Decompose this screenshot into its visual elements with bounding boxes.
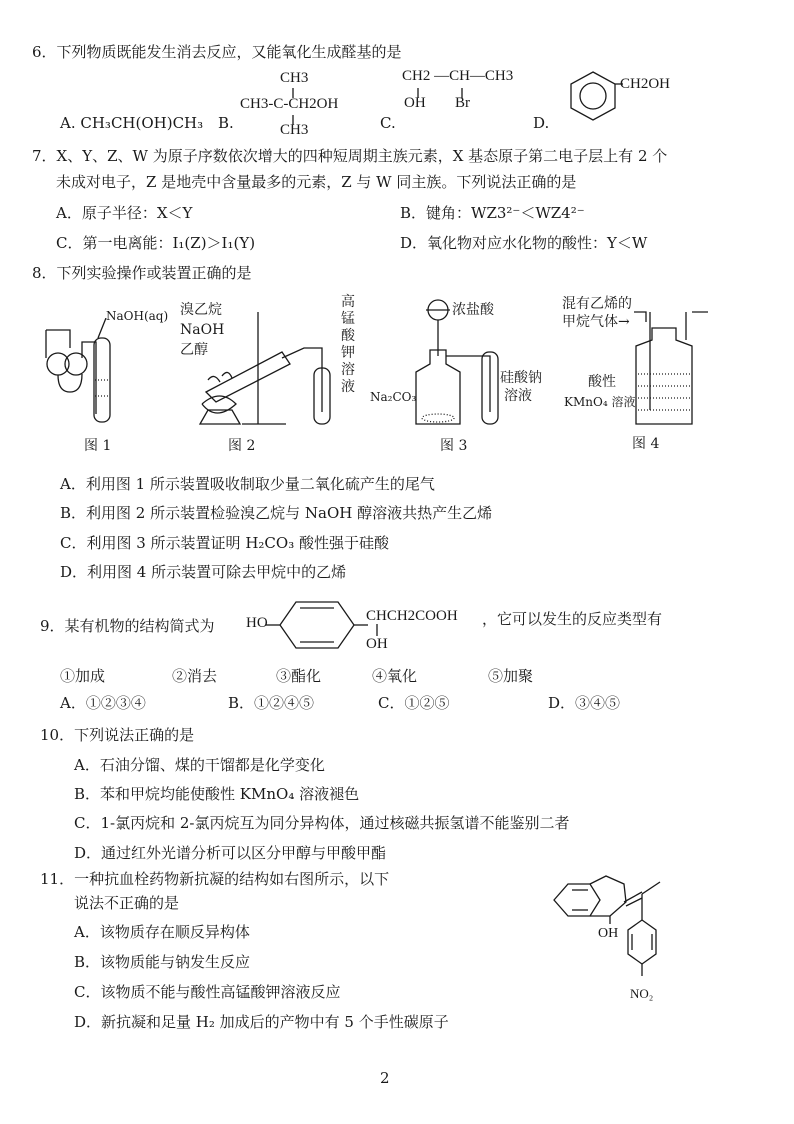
q6-b-top-methyl: CH3 [280,70,309,86]
q9-option-a: A．①②③④ [60,694,146,712]
q6-c-br: Br [455,95,470,111]
q9-type-2: ②消去 [172,667,218,685]
fig4-gas-label-2: 甲烷气体→ [562,314,630,330]
q8-option-b: B．利用图 2 所示装置检验溴乙烷与 NaOH 醇溶液共热产生乙烯 [60,504,493,522]
q8-stem: 8．下列实验操作或装置正确的是 [32,264,252,282]
fig3-caption: 图 3 [440,438,468,454]
fig1-caption: 图 1 [84,438,112,454]
fig3-gas-generator-apparatus [404,292,524,432]
q9-ho-group: HO [246,615,268,631]
q9-option-c: C．①②⑤ [378,694,450,712]
q9-option-d: D．③④⑤ [548,694,621,712]
q6-d-benzene-ring [563,68,623,124]
fig4-kmno4-label-2: KMnO₄ 溶液 [564,395,636,409]
q10-option-d: D．通过红外光谱分析可以区分甲醇与甲酸甲酯 [74,844,387,862]
q9-side-chain: CHCH2COOH [366,608,458,624]
q7-option-d: D．氧化物对应水化物的酸性：Y＜W [400,234,648,252]
q11-stem-line2: 说法不正确的是 [74,894,180,912]
page-number: 2 [380,1069,390,1087]
q9-type-5: ⑤加聚 [488,667,534,685]
fig3-silicate-label-2: 溶液 [504,388,532,404]
q6-stem: 6．下列物质既能发生消去反应，又能氧化生成醛基的是 [32,43,402,61]
q7-stem-line1: 7．X、Y、Z、W 为原子序数依次增大的四种短周期主族元素，X 基态原子第二电子层上有 2 个 [32,147,668,165]
fig4-gas-label-1: 混有乙烯的 [562,296,632,312]
q11-option-b: B．该物质能与钠发生反应 [74,953,251,971]
fig3-hcl-label: 浓盐酸 [452,302,494,318]
q7-option-a: A．原子半径：X＜Y [56,204,193,222]
fig2-reagent-3: 乙醇 [180,342,208,358]
fig4-caption: 图 4 [632,436,660,452]
q11-acenocoumarol-structure [548,872,698,1002]
q9-type-4: ④氧化 [372,667,418,685]
fig2-reagent-1: 溴乙烷 [180,302,222,318]
fig3-silicate-label-1: 硅酸钠 [500,370,542,386]
q8-option-a: A．利用图 1 所示装置吸收制取少量二氧化硫产生的尾气 [60,475,435,493]
q6-b-main-chain: CH3-C-CH2OH [240,96,339,112]
fig2-reagent-2: NaOH [180,322,225,338]
q6-option-a: A. CH₃CH(OH)CH₃ [60,114,204,132]
q10-option-b: B．苯和甲烷均能使酸性 KMnO₄ 溶液褪色 [74,785,360,803]
q6-option-b-label: B. [218,114,234,132]
q11-stem-line1: 11．一种抗血栓药物新抗凝的结构如右图所示，以下 [40,870,390,888]
fig3-na2co3-label: Na₂CO₃ [370,390,417,404]
q9-oh-group: OH [366,636,388,652]
q11-option-d: D．新抗凝和足量 H₂ 加成后的产物中有 5 个手性碳原子 [74,1013,449,1031]
q10-option-c: C．1-氯丙烷和 2-氯丙烷互为同分异构体，通过核磁共振氢谱不能鉴别二者 [74,814,570,832]
q9-option-b: B．①②④⑤ [228,694,315,712]
q11-option-a: A．该物质存在顺反异构体 [74,923,250,941]
q9-type-1: ①加成 [60,667,106,685]
q9-stem-left: 9．某有机物的结构简式为 [40,617,215,635]
fig2-kmno4-vertical: 高锰酸钾溶液 [341,294,355,395]
q10-stem: 10．下列说法正确的是 [40,726,195,744]
q9-stem-right: ，它可以发生的反应类型有 [482,610,663,628]
q8-option-d: D．利用图 4 所示装置可除去甲烷中的乙烯 [60,563,347,581]
q9-benzene-ring [266,598,372,654]
q7-option-c: C．第一电离能：I₁(Z)＞I₁(Y) [56,234,256,252]
q8-option-c: C．利用图 3 所示装置证明 H₂CO₃ 酸性强于硅酸 [60,534,389,552]
fig4-kmno4-label-1: 酸性 [588,374,616,390]
q11-option-c: C．该物质不能与酸性高锰酸钾溶液反应 [74,983,341,1001]
q7-stem-line2: 未成对电子，Z 是地壳中含量最多的元素，Z 与 W 同主族。下列说法正确的是 [56,173,577,191]
fig2-caption: 图 2 [228,438,256,454]
q10-option-a: A．石油分馏、煤的干馏都是化学变化 [74,756,325,774]
q11-struct-no2: NO₂ [630,986,654,1001]
q6-b-bottom-methyl: CH3 [280,122,309,138]
q6-option-d-label: D. [533,114,550,132]
fig4-gas-washing-bottle [626,300,716,430]
q11-struct-oh: OH [598,926,619,941]
fig1-u-tube-apparatus [36,318,126,428]
q7-option-b: B．键角：WZ3²⁻＜WZ4²⁻ [400,204,585,222]
q6-b-bonds [280,84,310,154]
fig2-heating-apparatus [186,292,346,432]
q6-d-ch2oh: CH2OH [620,76,671,92]
q6-c-oh: OH [404,95,426,111]
fig1-naoh-label: NaOH(aq) [106,309,169,323]
q9-type-3: ③酯化 [276,667,322,685]
q6-c-chain: CH2 —CH—CH3 [402,68,514,84]
q6-option-c-label: C. [380,114,396,132]
